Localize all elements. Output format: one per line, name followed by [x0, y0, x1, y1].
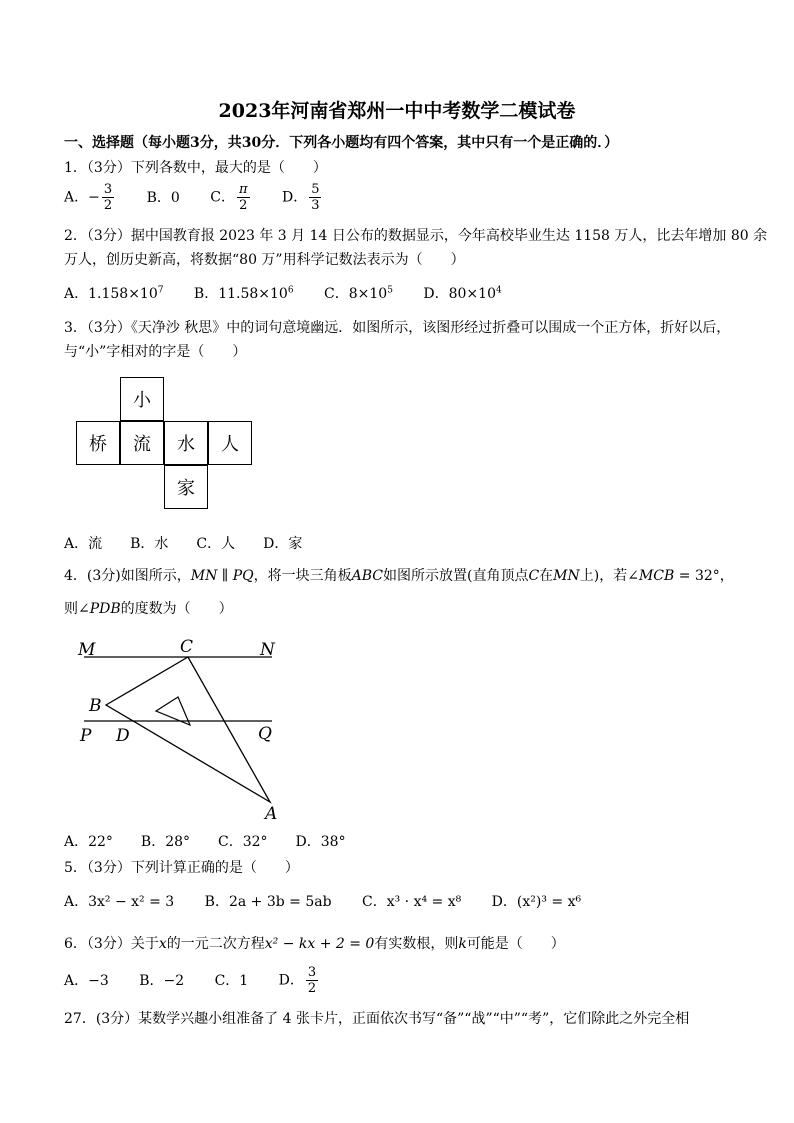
q6-stem: 6．（3分）关于x的一元二次方程x² − kx + 2 = 0有实数根，则k可能是（ ）: [64, 936, 565, 952]
q1-option-a: A．− $\frac{3}{2}$: [64, 182, 113, 213]
label-p: P: [80, 726, 92, 746]
q5-option-c: C．x³ · x⁴ = x⁸: [362, 894, 462, 910]
q2-option-a: A．$1.158\times 10^7$: [64, 285, 164, 302]
label-n: N: [260, 640, 275, 660]
q6-option-a: A．−3: [64, 972, 109, 989]
cube-cell-4: 人: [208, 421, 252, 465]
q1-option-d: D． $\frac{5}{3}$: [281, 182, 320, 213]
q4-stem-line1: 4．(3分)如图所示，MN ∥ PQ，将一块三角板ABC如图所示放置(直角顶点C在MN上)，若∠MCB = 32°，: [64, 568, 734, 584]
q1-stem: 1．（3分）下列各数中，最大的是（ ）: [64, 160, 327, 176]
cube-cell-1: 桥: [76, 421, 120, 465]
q2-option-d: D．$80\times 10^4$: [423, 285, 502, 302]
q1-option-c: C． $\frac{\pi}{2}$: [210, 182, 248, 213]
q2-option-b: B．$11.58\times 10^6$: [193, 285, 294, 302]
q5-stem: 5．（3分）下列计算正确的是（ ）: [64, 860, 299, 876]
q3-stem-line2: 与“小”字相对的字是（ ）: [64, 344, 247, 360]
cube-cell-3: 水: [164, 421, 208, 465]
triangle-abc: [106, 657, 270, 802]
q6-options: [64, 965, 346, 996]
q2-options: [64, 283, 528, 303]
q5-options: [64, 891, 607, 911]
label-m: M: [78, 640, 96, 660]
cube-cell-2: 流: [120, 421, 164, 465]
label-q: Q: [258, 724, 272, 744]
label-b: B: [89, 696, 102, 716]
q5-option-d: D．(x²)³ = x⁶: [491, 894, 582, 910]
q1-option-b: B．0: [146, 189, 180, 206]
q2-stem-line1: 2．（3分）据中国教育报 2023 年 3 月 14 日公布的数据显示，今年高校毕业生达 1158 万人，比去年增加 80 余: [64, 228, 768, 244]
label-c: C: [180, 637, 194, 657]
q2-stem-line2: 万人，创历史新高，将数据“80 万”用科学记数法表示为（ ）: [64, 252, 465, 268]
geometry-figure: [60, 630, 300, 822]
q6-option-d: D． $\frac{3}{2}$: [278, 965, 317, 996]
q3-stem-line1: 3．（3分）《天净沙 秋思》中的词句意境幽远．如图所示，该图形经过折叠可以围成一个正方体，折好以后，: [64, 320, 731, 336]
q6-option-b: B．−2: [139, 972, 185, 989]
label-a: A: [265, 804, 278, 822]
section-heading: 一、选择题（每小题3分，共30分．下列各小题均有四个答案，其中只有一个是正确的．）: [64, 135, 619, 151]
q2-option-c: C．$8\times 10^5$: [324, 285, 393, 302]
q6-option-c: C．1: [214, 972, 249, 989]
q5-option-b: B．2a + 3b = 5ab: [204, 894, 332, 910]
q4-stem-line2: 则∠PDB的度数为（ ）: [64, 601, 233, 617]
cube-cell-top: 小: [120, 377, 164, 421]
q4-options: A．22° B．28° C．32° D．38°: [64, 834, 346, 850]
q1-options: [64, 182, 349, 213]
q3-options: A．流 B．水 C．人 D．家: [64, 536, 303, 552]
label-d: D: [116, 726, 130, 746]
q5-option-a: A．3x² − x² = 3: [64, 894, 175, 910]
page-title: 2023年河南省郑州一中中考数学二模试卷: [218, 100, 576, 122]
q7-stem: 27．(3分）某数学兴趣小组准备了 4 张卡片，正面依次书写“备”“战”“中”“考”，它们除此之外完全相: [64, 1011, 690, 1027]
cube-cell-bottom: 家: [164, 465, 208, 509]
